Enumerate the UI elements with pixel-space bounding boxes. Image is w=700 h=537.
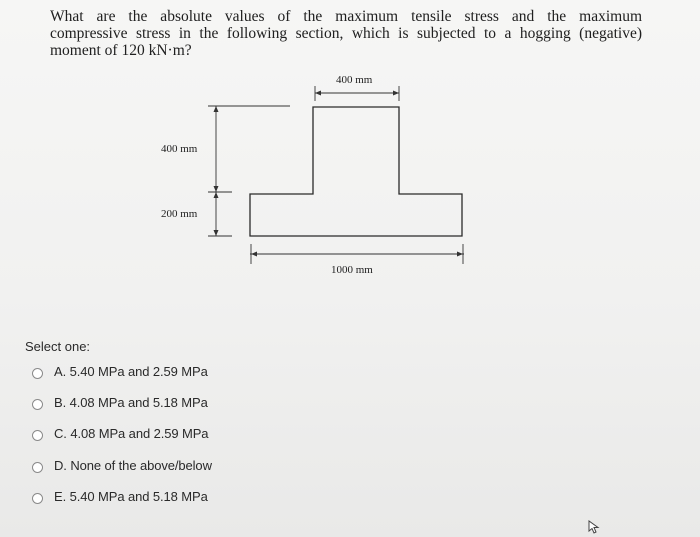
question-line-3: moment of 120 kN·m?	[50, 42, 192, 59]
option-text: None of the above/below	[70, 457, 212, 473]
option-label	[54, 489, 208, 504]
option-letter: E.	[54, 488, 67, 504]
select-one-label: Select one:	[25, 339, 91, 354]
top-width-label: 400 mm	[336, 74, 373, 86]
option-letter: A.	[54, 364, 67, 379]
option-text: 5.40 MPa and 5.18 MPa	[69, 488, 208, 504]
mouse-pointer-icon	[588, 520, 600, 534]
radio-button[interactable]	[32, 493, 43, 504]
radio-button[interactable]	[32, 462, 43, 473]
option-a[interactable]	[32, 364, 212, 395]
option-label	[54, 458, 212, 473]
option-label	[54, 426, 208, 441]
option-c[interactable]	[32, 426, 212, 457]
option-letter: C.	[54, 426, 67, 442]
answer-options	[32, 364, 212, 520]
bottom-width-dimension	[250, 244, 464, 264]
radio-button[interactable]	[32, 430, 43, 441]
radio-button[interactable]	[32, 399, 43, 410]
option-letter: B.	[54, 395, 67, 411]
option-label	[54, 364, 208, 379]
option-e[interactable]	[32, 489, 212, 520]
inverted-t-section	[250, 107, 462, 236]
option-d[interactable]	[32, 458, 212, 489]
option-text: 4.08 MPa and 2.59 MPa	[70, 426, 209, 442]
height-dimensions	[208, 106, 290, 236]
option-text: 5.40 MPa and 2.59 MPa	[69, 364, 208, 379]
top-width-dimension	[315, 86, 399, 101]
option-b[interactable]	[32, 395, 212, 426]
option-label	[54, 395, 208, 410]
question-line-2: compressive stress in the following section, which is subjected to a hogging (negative)	[50, 25, 642, 42]
web-height-label: 400 mm	[161, 143, 198, 155]
bottom-width-label: 1000 mm	[331, 264, 373, 276]
flange-height-label: 200 mm	[161, 208, 198, 220]
radio-button[interactable]	[32, 368, 43, 379]
option-letter: D.	[54, 457, 67, 473]
question-line-1: What are the absolute values of the maximum tensile stress and the maximum	[50, 8, 642, 25]
option-text: 4.08 MPa and 5.18 MPa	[69, 395, 208, 411]
